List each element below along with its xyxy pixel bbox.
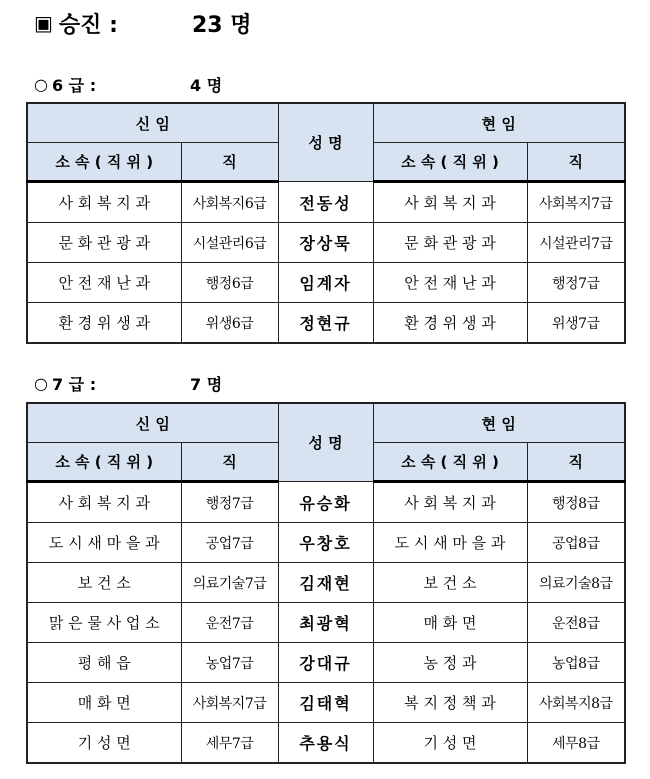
section-label: 7 급 :	[51, 374, 97, 394]
table-row	[27, 482, 625, 523]
total-count: 23 명	[192, 12, 252, 38]
header-name: 성 명	[278, 403, 373, 482]
table-row	[27, 683, 625, 723]
header-current-post: 현 임	[373, 403, 625, 443]
circle-bullet-icon: ○	[34, 373, 48, 393]
current-rank-cell: 행정8급	[527, 482, 625, 523]
name-cell: 강대규	[278, 643, 373, 683]
current-rank-cell: 의료기술8급	[527, 563, 625, 603]
table-row	[27, 182, 625, 223]
new-dept-cell: 평 해 읍	[27, 643, 181, 683]
promotion-table-grade7	[26, 402, 626, 764]
name-cell: 전동성	[278, 182, 373, 223]
current-rank-cell: 세무8급	[527, 723, 625, 764]
new-rank-cell: 세무7급	[181, 723, 278, 764]
new-dept-cell: 매 화 면	[27, 683, 181, 723]
new-rank-cell: 위생6급	[181, 303, 278, 344]
current-dept-cell: 도 시 새 마 을 과	[373, 523, 527, 563]
name-cell: 추용식	[278, 723, 373, 764]
current-dept-cell: 사 회 복 지 과	[373, 482, 527, 523]
header-name: 성 명	[278, 103, 373, 182]
section-label: 6 급 :	[51, 75, 97, 95]
section-heading-grade7	[34, 371, 223, 395]
current-rank-cell: 운전8급	[527, 603, 625, 643]
header-new-affiliation: 소 속 ( 직 위 )	[27, 143, 181, 182]
header-new-position: 직	[181, 443, 278, 482]
section-heading-grade6	[34, 72, 223, 96]
new-dept-cell: 사 회 복 지 과	[27, 182, 181, 223]
name-cell: 임계자	[278, 263, 373, 303]
table-row	[27, 263, 625, 303]
new-rank-cell: 행정7급	[181, 482, 278, 523]
new-rank-cell: 사회복지7급	[181, 683, 278, 723]
promotion-table-grade6	[26, 102, 626, 344]
header-new-post: 신 임	[27, 103, 278, 143]
circle-bullet-icon: ○	[34, 74, 48, 94]
name-cell: 장상묵	[278, 223, 373, 263]
current-rank-cell: 위생7급	[527, 303, 625, 344]
title-label: 승진 :	[58, 12, 118, 38]
table-row	[27, 303, 625, 344]
current-rank-cell: 행정7급	[527, 263, 625, 303]
section-count: 4 명	[190, 75, 223, 95]
header-current-position: 직	[527, 443, 625, 482]
header-new-position: 직	[181, 143, 278, 182]
new-dept-cell: 보 건 소	[27, 563, 181, 603]
header-current-affiliation: 소 속 ( 직 위 )	[373, 143, 527, 182]
new-rank-cell: 농업7급	[181, 643, 278, 683]
name-cell: 김재현	[278, 563, 373, 603]
new-rank-cell: 사회복지6급	[181, 182, 278, 223]
new-dept-cell: 환 경 위 생 과	[27, 303, 181, 344]
table-row	[27, 223, 625, 263]
current-rank-cell: 사회복지8급	[527, 683, 625, 723]
current-rank-cell: 사회복지7급	[527, 182, 625, 223]
current-dept-cell: 기 성 면	[373, 723, 527, 764]
header-current-post: 현 임	[373, 103, 625, 143]
current-rank-cell: 시설관리7급	[527, 223, 625, 263]
current-dept-cell: 안 전 재 난 과	[373, 263, 527, 303]
current-dept-cell: 보 건 소	[373, 563, 527, 603]
new-dept-cell: 문 화 관 광 과	[27, 223, 181, 263]
current-dept-cell: 사 회 복 지 과	[373, 182, 527, 223]
name-cell: 최광혁	[278, 603, 373, 643]
current-dept-cell: 문 화 관 광 과	[373, 223, 527, 263]
current-dept-cell: 매 화 면	[373, 603, 527, 643]
new-rank-cell: 운전7급	[181, 603, 278, 643]
new-rank-cell: 행정6급	[181, 263, 278, 303]
header-new-affiliation: 소 속 ( 직 위 )	[27, 443, 181, 482]
table-row	[27, 563, 625, 603]
header-current-position: 직	[527, 143, 625, 182]
page-title	[34, 8, 252, 38]
square-bullet-icon: ▣	[34, 11, 53, 35]
table-row	[27, 723, 625, 764]
section-count: 7 명	[190, 374, 223, 394]
new-dept-cell: 안 전 재 난 과	[27, 263, 181, 303]
current-rank-cell: 공업8급	[527, 523, 625, 563]
current-dept-cell: 농 정 과	[373, 643, 527, 683]
new-dept-cell: 사 회 복 지 과	[27, 482, 181, 523]
name-cell: 김태혁	[278, 683, 373, 723]
table-row	[27, 603, 625, 643]
name-cell: 정현규	[278, 303, 373, 344]
table-row	[27, 523, 625, 563]
header-current-affiliation: 소 속 ( 직 위 )	[373, 443, 527, 482]
current-dept-cell: 복 지 정 책 과	[373, 683, 527, 723]
new-dept-cell: 도 시 새 마 을 과	[27, 523, 181, 563]
header-new-post: 신 임	[27, 403, 278, 443]
new-rank-cell: 공업7급	[181, 523, 278, 563]
name-cell: 우창호	[278, 523, 373, 563]
current-rank-cell: 농업8급	[527, 643, 625, 683]
new-rank-cell: 의료기술7급	[181, 563, 278, 603]
new-dept-cell: 맑 은 물 사 업 소	[27, 603, 181, 643]
new-dept-cell: 기 성 면	[27, 723, 181, 764]
table-row	[27, 643, 625, 683]
new-rank-cell: 시설관리6급	[181, 223, 278, 263]
current-dept-cell: 환 경 위 생 과	[373, 303, 527, 344]
name-cell: 유승화	[278, 482, 373, 523]
